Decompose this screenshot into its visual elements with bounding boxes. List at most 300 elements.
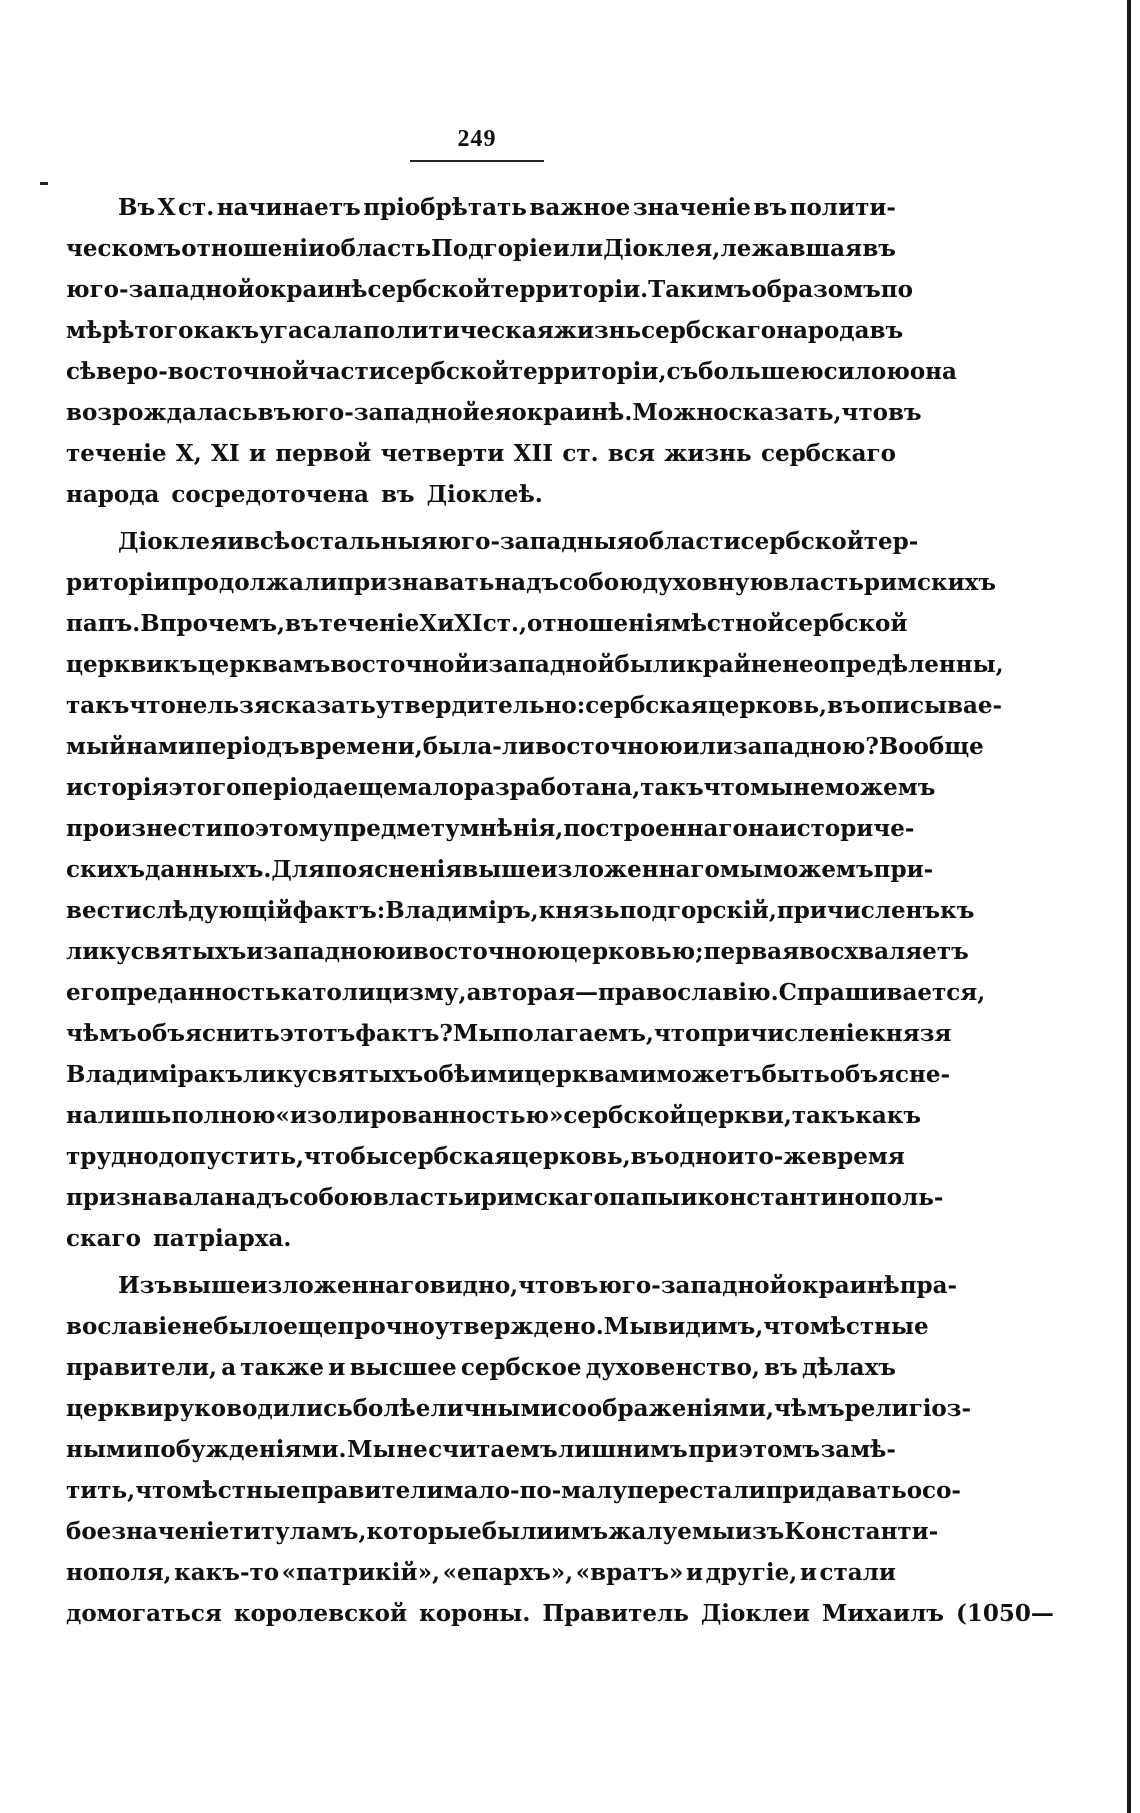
word: церквамъ [197, 651, 331, 678]
word: этому [254, 815, 334, 842]
word: константинополь- [697, 1184, 944, 1211]
text-line [66, 979, 986, 1020]
word: собою [559, 569, 643, 596]
word: теченіе [318, 610, 420, 637]
word: Подгоріе [431, 235, 553, 262]
word: въ [887, 399, 922, 426]
word: объясне- [829, 1061, 951, 1088]
word: а [221, 1354, 237, 1381]
word: жалуемы [608, 1518, 735, 1545]
word: произнести [66, 815, 223, 842]
word: ст. [178, 194, 215, 221]
word: лику [66, 938, 131, 965]
header-rule [410, 160, 544, 162]
word: сербскаго [641, 317, 777, 344]
word: правители, [66, 1354, 218, 1381]
word: сказать [270, 692, 376, 719]
word: власть [372, 1184, 464, 1211]
word: видимъ, [652, 1313, 764, 1340]
word: изъ [734, 1518, 785, 1545]
word: сосредоточена [171, 481, 369, 508]
text-line [66, 1225, 896, 1266]
word: въ [862, 235, 896, 262]
word: объяснить [136, 1020, 280, 1047]
word: по [880, 276, 913, 303]
word: и [727, 1143, 745, 1170]
word: отношеніи [181, 235, 326, 262]
word: мало-по-малу [443, 1477, 628, 1504]
word: того [134, 317, 194, 344]
text-line [66, 1184, 944, 1225]
word: еще [343, 774, 398, 801]
text-line [66, 528, 919, 569]
text-line [66, 1102, 922, 1143]
word: слѣдующій [141, 897, 293, 924]
word: какъ [193, 317, 260, 344]
word: князь [538, 897, 620, 924]
word: полити- [789, 194, 896, 221]
word: «епархъ», [442, 1559, 574, 1586]
word: къ [940, 897, 975, 924]
word: на [66, 1102, 98, 1129]
word: папы [608, 1184, 681, 1211]
word: сербскаго [760, 440, 896, 467]
word: территоріи, [508, 358, 667, 385]
word: какъ-то [174, 1559, 280, 1586]
word: западною? [732, 733, 879, 760]
word: не [793, 774, 825, 801]
word: скихъ [66, 856, 146, 883]
word: Діоклеѣ. [426, 481, 543, 508]
word: историче- [779, 815, 915, 842]
word: чтобы [303, 1143, 389, 1170]
word: короны. [419, 1600, 531, 1627]
word: что [653, 1020, 701, 1047]
paragraph-3 [66, 1272, 1054, 1641]
word: церкви [66, 1395, 164, 1422]
word: восточною [412, 938, 561, 965]
word: можемъ [762, 856, 874, 883]
word: королевской [233, 1600, 408, 1627]
word: данныхъ. [145, 856, 272, 883]
word: сербской [563, 1102, 687, 1129]
text-line [66, 569, 997, 610]
word: юго-западной [291, 399, 480, 426]
word: и [437, 610, 455, 637]
text-line [66, 358, 957, 399]
word: ческомъ [66, 235, 182, 262]
word: были [614, 651, 687, 678]
word: въ [753, 194, 788, 221]
word: исторія [66, 774, 169, 801]
word: духовную [642, 569, 773, 596]
word: разработана, [464, 774, 641, 801]
margin-mark [40, 182, 48, 185]
word: мѣстные [809, 1313, 929, 1340]
word: ея [479, 399, 512, 426]
word: юго-западныя [437, 528, 634, 555]
word: видно, [429, 1272, 519, 1299]
word: и [680, 1184, 698, 1211]
word: домогаться [66, 1600, 222, 1627]
word: образомъ [751, 276, 881, 303]
word: или [552, 235, 604, 262]
word: то-же [744, 1143, 822, 1170]
word: придавать [765, 1477, 907, 1504]
word: политическая [362, 317, 554, 344]
word: крайне [686, 651, 783, 678]
word: область [325, 235, 431, 262]
word: XII [513, 440, 554, 467]
word: собою [289, 1184, 373, 1211]
word: что [135, 1477, 182, 1504]
word: мало [397, 774, 464, 801]
word: преданность [110, 979, 281, 1006]
word: — [575, 979, 599, 1006]
word: періодъ [194, 733, 300, 760]
text-line [66, 856, 934, 897]
word: римскаго [480, 1184, 609, 1211]
word: лику [242, 1061, 308, 1088]
word: и [328, 1354, 346, 1381]
word: Можно [632, 399, 729, 426]
word: X [157, 194, 176, 221]
word: сербской [784, 610, 908, 637]
word: сербской [367, 276, 491, 303]
word: ст., [482, 610, 528, 637]
word: еще [283, 1313, 338, 1340]
word: восхваляетъ [799, 938, 969, 965]
word: не [181, 1313, 214, 1340]
word: народа [776, 317, 870, 344]
word: религіоз- [844, 1395, 971, 1422]
word: ными [66, 1436, 143, 1463]
word: начинаетъ [216, 194, 361, 221]
word: утверждено. [434, 1313, 604, 1340]
word: Въ [118, 194, 156, 221]
word: восточною [535, 733, 683, 760]
text-line [66, 1436, 896, 1477]
word: возрождалась [66, 399, 258, 426]
word: построеннаго [563, 815, 748, 842]
word: вышеизложеннаго [172, 1272, 430, 1299]
word: важное [529, 194, 631, 221]
text-line [66, 1272, 958, 1313]
word: князя [869, 1020, 952, 1047]
word: въ [564, 1272, 599, 1299]
word: теченіе [66, 440, 167, 467]
word: въ [285, 610, 319, 637]
word: (1050— [955, 1600, 1054, 1627]
word: руководились [163, 1395, 353, 1422]
word: и [463, 1184, 481, 1211]
word: Правитель [542, 1600, 689, 1627]
word: соображеніями, [557, 1395, 774, 1422]
word: бое [66, 1518, 112, 1545]
word: мѣстной [670, 610, 785, 637]
word: церкви [66, 651, 164, 678]
word: церковь, [707, 692, 828, 719]
word: вышеизложеннаго [462, 856, 720, 883]
word: значеніе [111, 1518, 230, 1545]
word: нами [126, 733, 195, 760]
word: которые [366, 1518, 482, 1545]
word: такъ [791, 1102, 856, 1129]
word: лежавшая [720, 235, 863, 262]
text-line [66, 235, 896, 276]
word: сѣверо-восточной [66, 358, 309, 385]
text-line [66, 897, 975, 938]
text-line [66, 317, 904, 358]
word: признавать [337, 569, 495, 596]
word: и [246, 938, 264, 965]
word: титуламъ, [229, 1518, 367, 1545]
word: въ [764, 1354, 798, 1381]
word: сказать, [728, 399, 842, 426]
word: XI [454, 610, 483, 637]
word: Михаилъ [821, 1600, 944, 1627]
text-line [66, 1395, 971, 1436]
word: «вратъ» [575, 1559, 684, 1586]
word: времени, [299, 733, 423, 760]
word: и [395, 938, 413, 965]
word: высшее [349, 1354, 457, 1381]
word: предмету [333, 815, 460, 842]
word: Мы [603, 1313, 653, 1340]
word: Діоклея [118, 528, 227, 555]
word: Владиміра [66, 1061, 209, 1088]
text-line [66, 194, 896, 235]
word: жизнь [664, 440, 752, 467]
word: силою [823, 358, 910, 385]
word: допустить, [158, 1143, 304, 1170]
word: территоріи. [490, 276, 649, 303]
word: въ [630, 1143, 665, 1170]
word: ст. [562, 440, 599, 467]
word: другіе, [705, 1559, 798, 1586]
word: Впрочемъ, [140, 610, 286, 637]
word: причисленіе [700, 1020, 870, 1047]
word: сербская [585, 692, 708, 719]
word: и [226, 528, 245, 555]
word: и [799, 1559, 817, 1586]
word: съ [666, 358, 699, 385]
word: лишь [97, 1102, 172, 1129]
text-line [66, 1354, 896, 1395]
word: Владиміръ, [385, 897, 539, 924]
word: народа [66, 481, 160, 508]
text-line [66, 774, 936, 815]
text-line [66, 1518, 939, 1559]
word: трудно [66, 1143, 159, 1170]
word: неопредѣленны, [782, 651, 1004, 678]
word: отношенія [527, 610, 671, 637]
word: мнѣнія, [459, 815, 564, 842]
word: или [682, 733, 733, 760]
word: духовенство, [585, 1354, 760, 1381]
word: къ [208, 1061, 243, 1088]
word: вторая [481, 979, 576, 1006]
word: власть [772, 569, 864, 596]
word: Діоклеи [700, 1600, 810, 1627]
word: церкви, [686, 1102, 792, 1129]
word: нополя, [66, 1559, 172, 1586]
word: церквами [524, 1061, 657, 1088]
word: надъ [494, 569, 560, 596]
word: такъ [66, 692, 130, 719]
word: болѣе [352, 1395, 431, 1422]
word: надъ [224, 1184, 290, 1211]
word: на [747, 815, 780, 842]
word: восточной [330, 651, 472, 678]
word: одно [664, 1143, 728, 1170]
word: папъ. [66, 610, 141, 637]
word: въ [257, 399, 292, 426]
word: святыхъ [130, 938, 247, 965]
text-line [66, 938, 969, 979]
word: жизнь [553, 317, 642, 344]
word: нельзя [175, 692, 271, 719]
word: этого [168, 774, 242, 801]
word: подгорскій, [619, 897, 777, 924]
word: въ [827, 692, 861, 719]
word: церковь, [511, 1143, 631, 1170]
word: XI [211, 440, 240, 467]
word: мѣрѣ [66, 317, 135, 344]
word: Спрашивается, [778, 979, 986, 1006]
word: была-ли [422, 733, 536, 760]
word: по [222, 815, 255, 842]
word: можемъ [824, 774, 936, 801]
word: имъ [553, 1518, 609, 1545]
word: и [471, 651, 489, 678]
word: мѣстные [181, 1477, 301, 1504]
text-line [66, 1061, 951, 1102]
word: что [841, 399, 888, 426]
word: правители [300, 1477, 444, 1504]
word: первой [275, 440, 372, 467]
word: «патрикій», [281, 1559, 440, 1586]
word: обѣими [423, 1061, 525, 1088]
word: были [481, 1518, 554, 1545]
word: пра- [899, 1272, 958, 1299]
word: время [821, 1143, 905, 1170]
word: X, [175, 440, 202, 467]
paragraph-2 [66, 528, 1004, 1266]
text-line [66, 1020, 952, 1061]
word: большею [698, 358, 824, 385]
word: быть [761, 1061, 830, 1088]
word: и [685, 1559, 704, 1586]
word: четверти [380, 440, 505, 467]
word: поясненія [325, 856, 463, 883]
word: побужденіями. [143, 1436, 347, 1463]
word: что [763, 1313, 810, 1340]
word: къ [163, 651, 198, 678]
text-line [66, 1313, 929, 1354]
word: риторіи [66, 569, 171, 596]
word: всѣ [244, 528, 291, 555]
text-line [66, 276, 913, 317]
word: угасала [259, 317, 363, 344]
word: какъ [855, 1102, 922, 1129]
word: мы [719, 856, 763, 883]
word: сербской [385, 358, 509, 385]
word: тить, [66, 1477, 136, 1504]
word: а [466, 979, 482, 1006]
word: осо- [906, 1477, 961, 1504]
word: можетъ [656, 1061, 762, 1088]
word: въ [380, 481, 415, 508]
word: считаемъ [428, 1436, 558, 1463]
word: X [419, 610, 438, 637]
word: не [396, 1436, 428, 1463]
word: полною [171, 1102, 276, 1129]
word: перестали [627, 1477, 766, 1504]
text-line [66, 815, 915, 856]
word: фактъ? [355, 1020, 453, 1047]
text-line [66, 399, 922, 440]
word: окраинѣ [786, 1272, 900, 1299]
word: періода [241, 774, 344, 801]
page-number: 249 [457, 126, 497, 152]
text-line [66, 1477, 961, 1518]
word: личными [430, 1395, 558, 1422]
text-line [66, 481, 896, 522]
word: римскихъ [863, 569, 997, 596]
word: скаго [66, 1225, 141, 1252]
word: что [518, 1272, 565, 1299]
word: сербской [740, 528, 864, 555]
word: западною [263, 938, 396, 965]
word: лишнимъ [558, 1436, 688, 1463]
text-line [66, 733, 984, 774]
word: что [703, 774, 751, 801]
word: и [248, 440, 267, 467]
word: окраинѣ. [511, 399, 633, 426]
text-line [66, 610, 908, 651]
text-line [66, 1143, 905, 1184]
word: прочно [337, 1313, 435, 1340]
word: сербское [460, 1354, 582, 1381]
text-line [66, 1600, 1054, 1641]
word: юго-западной [598, 1272, 787, 1299]
word: было [213, 1313, 284, 1340]
word: Вообще [878, 733, 984, 760]
word: католицизму, [280, 979, 467, 1006]
word: въ [869, 317, 904, 344]
paragraph-1 [66, 194, 957, 522]
word: Діоклея, [603, 235, 721, 262]
body-text [66, 194, 1054, 1641]
word: Для [271, 856, 326, 883]
page-edge-line [1127, 0, 1131, 1813]
word: стали [819, 1559, 896, 1586]
word: вести [66, 897, 142, 924]
word: западной [488, 651, 615, 678]
text-line [66, 692, 1003, 733]
word: такъ [640, 774, 704, 801]
word: что [129, 692, 176, 719]
word: православію. [598, 979, 779, 1006]
word: тер- [863, 528, 919, 555]
word: полагаемъ, [501, 1020, 654, 1047]
word: сербская [388, 1143, 512, 1170]
word: окраинѣ [254, 276, 368, 303]
word: дѣлахъ [801, 1354, 896, 1381]
text-line [66, 1559, 896, 1600]
word: мый [66, 733, 127, 760]
